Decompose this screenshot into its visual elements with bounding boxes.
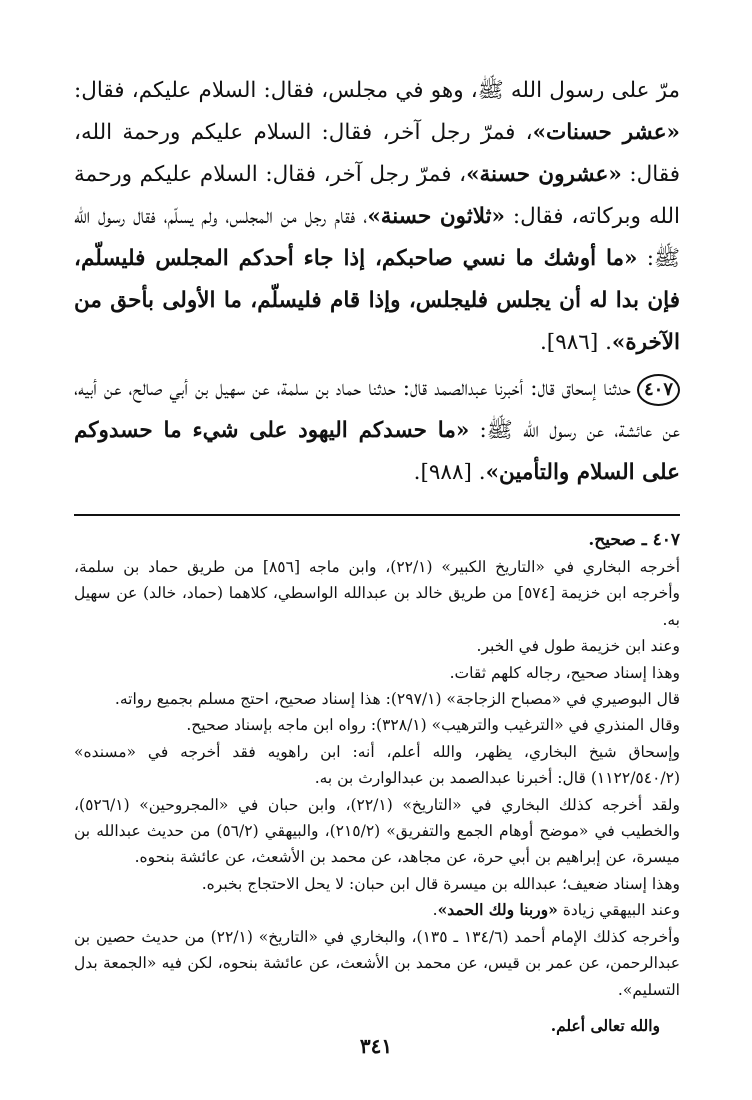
hadith-quote: «ما أوشك ما نسي صاحبكم، إذا جاء أحدكم المجلس فليسلّم، فإن بدا له أن يجلس فليجلس، وإذا قام فليسلّم، ما الأولى بأحق من الآخرة» — [74, 246, 680, 355]
footnote-paragraph: وهذا إسناد ضعيف؛ عبدالله بن ميسرة قال ابن حبان: لا يحل الاحتجاج بخبره. — [201, 874, 680, 893]
book-page — [74, 70, 680, 1080]
hadith-text: مرّ على رسول الله ﷺ، وهو في مجلس، فقال: السلام عليكم، فقال: — [74, 78, 680, 103]
main-text — [74, 70, 680, 494]
hadith-quote: «ثلاثون حسنة» — [367, 204, 505, 229]
page-number: ٣٤١ — [359, 1034, 393, 1058]
footnotes — [74, 526, 680, 1039]
footnote-divider — [74, 514, 680, 516]
hadith-406-continuation — [74, 70, 680, 364]
footnote-paragraph: وأخرجه كذلك الإمام أحمد (١٣٤/٦ ـ ١٣٥)، والبخاري في «التاريخ» (٢٢/١) من حديث حصين بن عبدالرحمن، عن عمر بن قيس، عن محمد بن الأشعث، عن عائشة بنحوه، لكن فيه «الجمعة بدل التسليم». — [74, 927, 680, 999]
footnote-text: . — [432, 901, 438, 920]
hadith-text: حدثنا إسحاق قال: أخبرنا عبدالصمد قال: حدثنا حماد بن سلمة، عن سهيل بن أبي صالح، عن أبيه، عن عائشة، عن رسول الله ﷺ: — [74, 376, 680, 443]
closing-phrase: والله تعالى أعلم. — [550, 1015, 660, 1035]
footnote-quote: «وربنا ولك الحمد» — [437, 900, 558, 920]
footnote-paragraph: وهذا إسناد صحيح، رجاله كلهم ثقات. — [449, 663, 680, 682]
hadith-reference: . [٩٨٦]. — [539, 330, 612, 355]
hadith-reference: . [٩٨٨]. — [413, 460, 486, 485]
footnote-heading: ٤٠٧ ـ صحيح. — [588, 530, 680, 550]
footnote-paragraph: وعند ابن خزيمة طول في الخبر. — [476, 637, 680, 656]
footnote-paragraph — [74, 897, 680, 923]
hadith-quote: «عشر حسنات» — [532, 120, 680, 145]
hadith-number-badge: ٤٠٧ — [637, 374, 680, 406]
hadith-quote: «عشرون حسنة» — [466, 162, 622, 187]
hadith-text: ، فقام رجل من المجلس، ولم يسلّم، فقال رسول الله ﷺ: — [74, 204, 680, 271]
hadith-text: ، فمرّ رجل آخر، فقال: السلام عليكم ورحمة الله وبركاته، فقال: — [74, 162, 680, 229]
hadith-quote: «ما حسدكم اليهود على شيء ما حسدوكم على السلام والتأمين» — [74, 418, 680, 485]
footnote-paragraph: ولقد أخرجه كذلك البخاري في «التاريخ» (٢٢/١)، وابن حبان في «المجروحين» (٥٢٦/١)، والخطيب في «موضح أوهام الجمع والتفريق» (٢١٥/٢)، والبيهقي (٥٦/٢) من حديث عبدالله بن ميسرة، عن إبراهيم بن أبي حرة، عن مجاهد، عن محمد بن الأشعث، عن عائشة بنحوه. — [74, 795, 680, 867]
footnote-paragraph: قال البوصيري في «مصباح الزجاجة» (٢٩٧/١): هذا إسناد صحيح، احتج مسلم بجميع رواته. — [114, 690, 680, 709]
footnote-paragraph: أخرجه البخاري في «التاريخ الكبير» (٢٢/١)، وابن ماجه [٨٥٦] من طريق حماد بن سلمة، وأخرجه ابن خزيمة [٥٧٤] من طريق خالد بن عبدالله الواسطي، كلاهما (حماد، خالد) عن سهيل به. — [74, 558, 680, 629]
footnote-paragraph: وقال المنذري في «الترغيب والترهيب» (٣٢٨/١): رواه ابن ماجه بإسناد صحيح. — [186, 716, 680, 735]
hadith-407 — [74, 368, 680, 494]
footnote-paragraph: وإسحاق شيخ البخاري، يظهر، والله أعلم، أنه: ابن راهويه فقد أخرجه في «مسنده» (١١٢٢/٥٤٠/٢) قال: أخبرنا عبدالصمد بن عبدالوارث بن به. — [74, 742, 680, 788]
hadith-text: ، فمرّ رجل آخر، فقال: السلام عليكم ورحمة الله، فقال: — [74, 120, 680, 187]
footnote-text: وعند البيهقي زيادة — [557, 901, 680, 920]
